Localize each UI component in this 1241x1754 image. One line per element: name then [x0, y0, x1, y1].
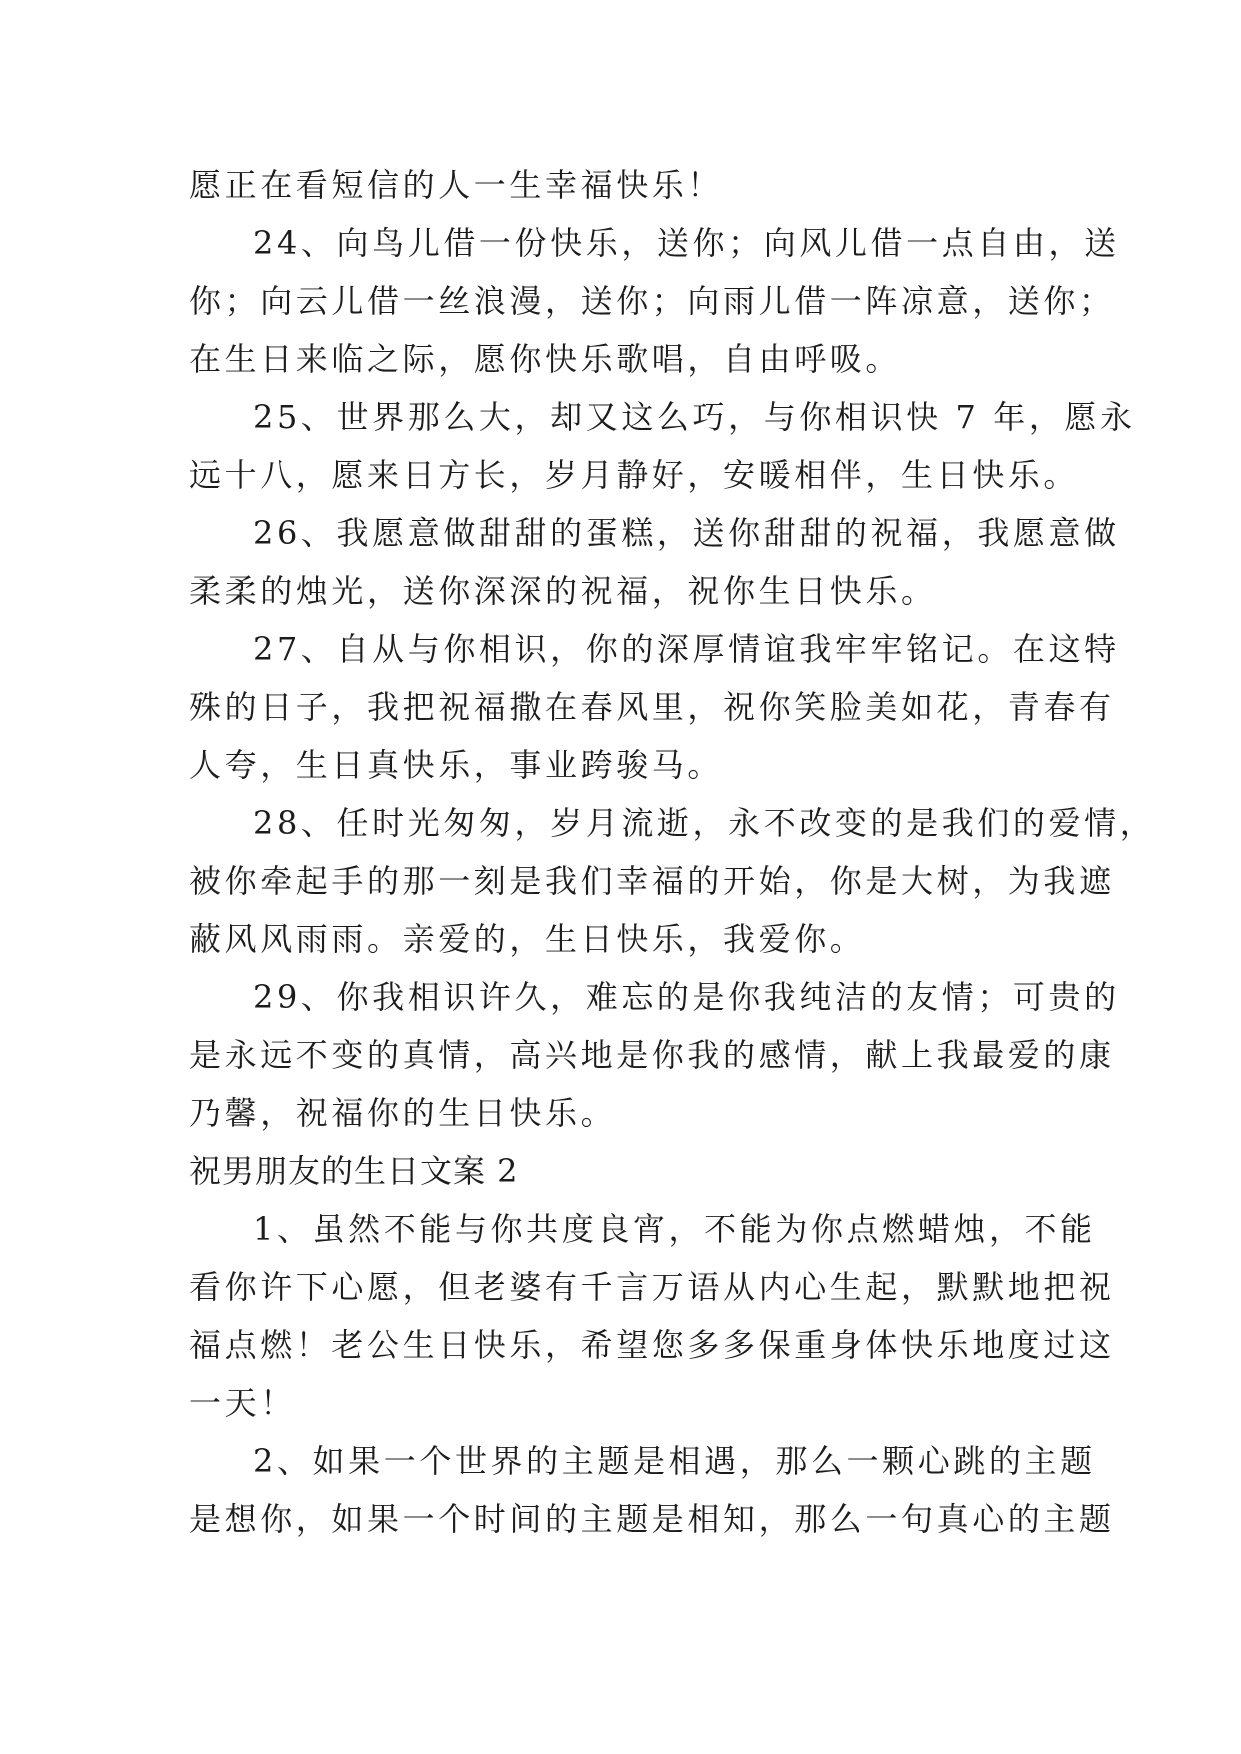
- text-line: 看你许下心愿，但老婆有千言万语从内心生起，默默地把祝: [189, 1268, 1115, 1306]
- paragraph-27-line: 27、自从与你相识，你的深厚情谊我牢牢铭记。在这特: [253, 630, 1120, 668]
- text-line: 远十八，愿来日方长，岁月静好，安暖相伴，生日快乐。: [189, 456, 1080, 494]
- text-line: 乃馨，祝福你的生日快乐。: [189, 1094, 617, 1132]
- text-line: 是想你，如果一个时间的主题是相知，那么一句真心的主题: [189, 1500, 1115, 1538]
- text-line: 福点燃！老公生日快乐，希望您多多保重身体快乐地度过这: [189, 1326, 1115, 1364]
- text-line: 柔柔的烛光，送你深深的祝福，祝你生日快乐。: [189, 572, 937, 610]
- paragraph-2-line: 2、如果一个世界的主题是相遇，那么一颗心跳的主题: [253, 1442, 1096, 1480]
- text-line: 在生日来临之际，愿你快乐歌唱，自由呼吸。: [189, 340, 902, 378]
- section-heading: 祝男朋友的生日文案 2: [189, 1152, 519, 1190]
- text-line: 一天！: [189, 1384, 296, 1422]
- text-line: 愿正在看短信的人一生幸福快乐！: [189, 166, 724, 204]
- paragraph-28-line: 28、任时光匆匆，岁月流逝，永不改变的是我们的爱情，: [253, 804, 1156, 842]
- paragraph-25-line: 25、世界那么大，却又这么巧，与你相识快 7 年，愿永: [253, 398, 1136, 436]
- text-line: 蔽风风雨雨。亲爱的，生日快乐，我爱你。: [189, 920, 866, 958]
- paragraph-29-line: 29、你我相识许久，难忘的是你我纯洁的友情；可贵的: [253, 978, 1120, 1016]
- text-line: 你；向云儿借一丝浪漫，送你；向雨儿借一阵凉意，送你；: [189, 282, 1115, 320]
- paragraph-26-line: 26、我愿意做甜甜的蛋糕，送你甜甜的祝福，我愿意做: [253, 514, 1120, 552]
- text-line: 殊的日子，我把祝福撒在春风里，祝你笑脸美如花，青春有: [189, 688, 1115, 726]
- paragraph-1-line: 1、虽然不能与你共度良宵，不能为你点燃蜡烛，不能: [253, 1210, 1096, 1248]
- text-line: 被你牵起手的那一刻是我们幸福的开始，你是大树，为我遮: [189, 862, 1115, 900]
- text-line: 是永远不变的真情，高兴地是你我的感情，献上我最爱的康: [189, 1036, 1115, 1074]
- paragraph-24-line: 24、向鸟儿借一份快乐，送你；向风儿借一点自由，送: [253, 224, 1120, 262]
- text-line: 人夸，生日真快乐，事业跨骏马。: [189, 746, 724, 784]
